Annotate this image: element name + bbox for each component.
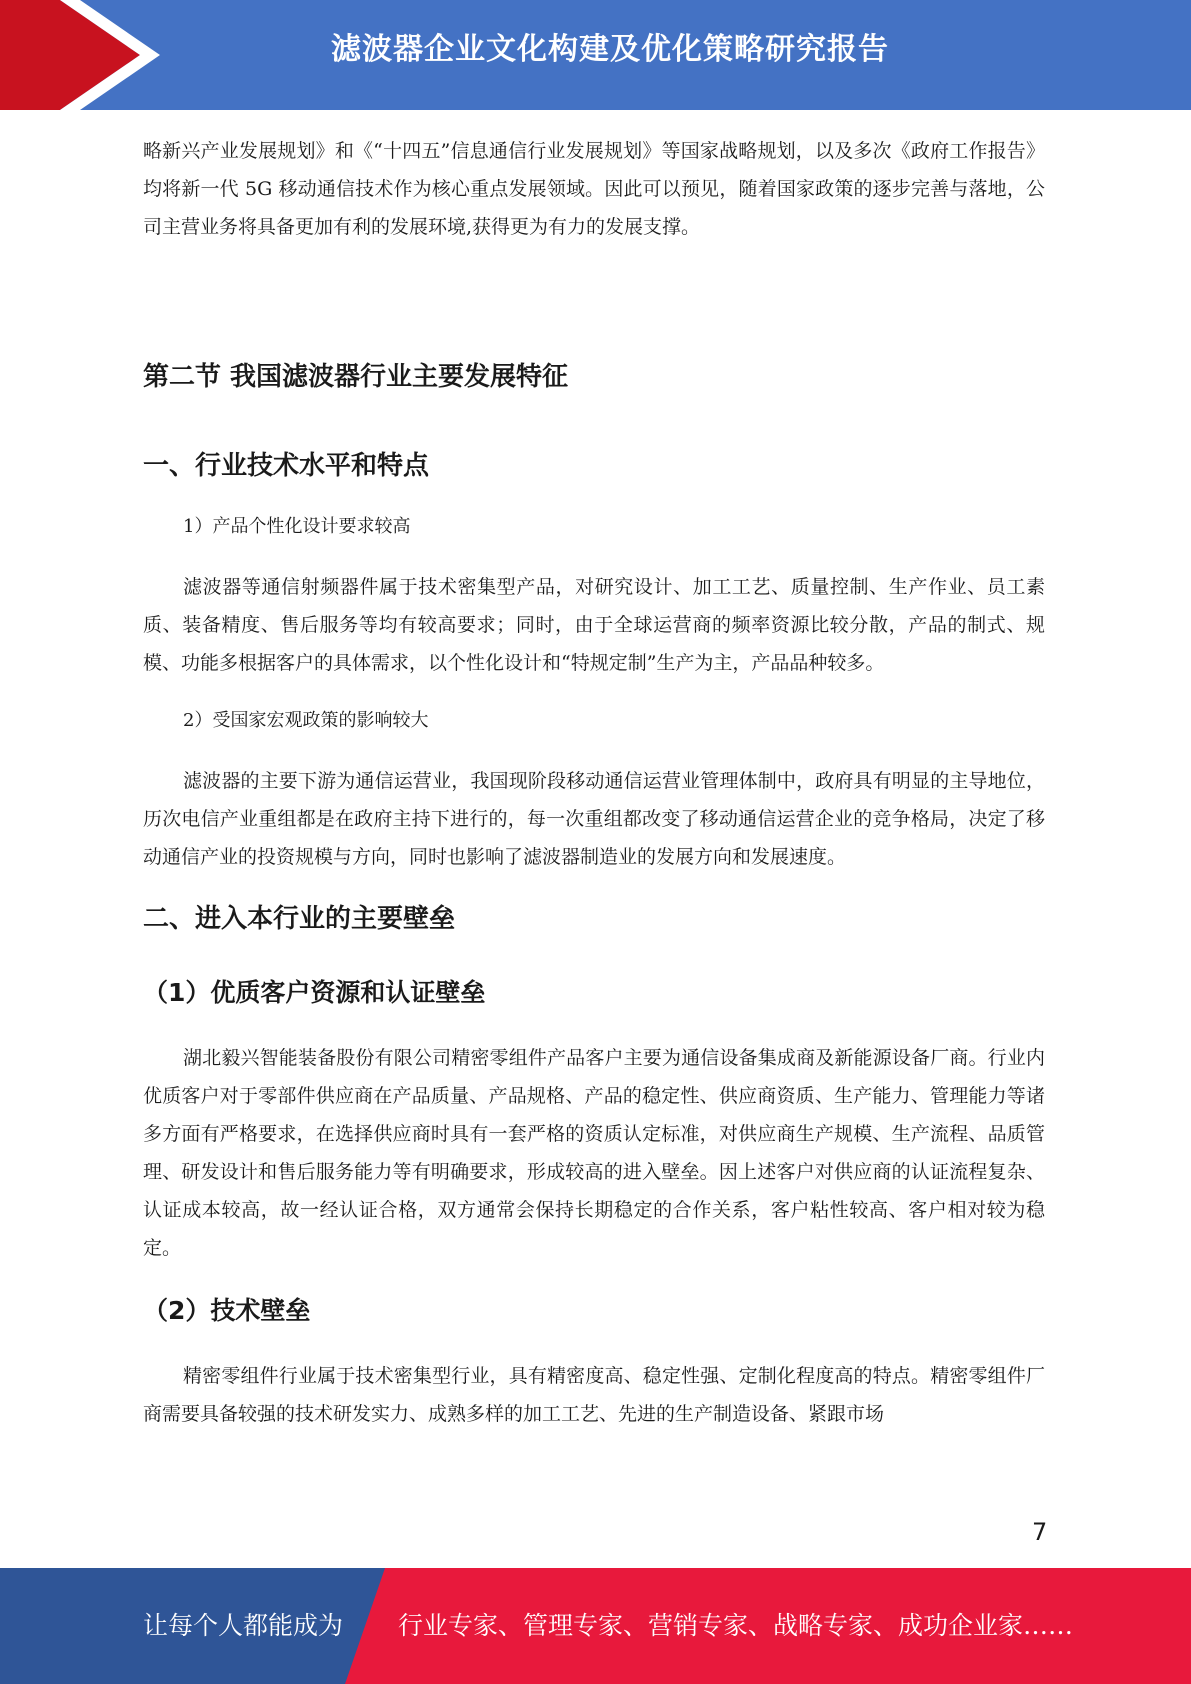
barrier-title-1: （1）优质客户资源和认证壁垒 (143, 978, 486, 1007)
barrier-paragraph-2: 精密零组件行业属于技术密集型行业，具有精密度高、稳定性强、定制化程度高的特点。精密零组件厂商需要具备较强的技术研发实力、成熟多样的加工工艺、先进的生产制造设备、紧跟市场 (143, 1365, 1045, 1425)
document-body (143, 132, 1045, 1433)
item-paragraph-2: 滤波器的主要下游为通信运营业，我国现阶段移动通信运营业管理体制中，政府具有明显的主导地位，历次电信产业重组都是在政府主持下进行的，每一次重组都改变了移动通信运营企业的竞争格局，决定了移动通信产业的投资规模与方向，同时也影响了滤波器制造业的发展方向和发展速度。 (143, 770, 1045, 868)
intro-paragraph: 略新兴产业发展规划》和《“十四五”信息通信行业发展规划》等国家战略规划，以及多次《政府工作报告》均将新一代 5G 移动通信技术作为核心重点发展领域。因此可以预见，随着国家政策的逐步完善与落地，公司主营业务将具备更加有利的发展环境,获得更为有力的发展支撑。 (143, 140, 1045, 238)
item-label-2: 2）受国家宏观政策的影响较大 (183, 710, 429, 731)
subsection-title-tech: 一、行业技术水平和特点 (143, 451, 430, 481)
item-paragraph-1: 滤波器等通信射频器件属于技术密集型产品，对研究设计、加工工艺、质量控制、生产作业、员工素质、装备精度、售后服务等均有较高要求；同时，由于全球运营商的频率资源比较分散，产品的制式、规模、功能多根据客户的具体需求，以个性化设计和“特规定制”生产为主，产品品种较多。 (143, 576, 1045, 674)
report-title: 滤波器企业文化构建及优化策略研究报告 (331, 32, 889, 67)
item-label-1: 1）产品个性化设计要求较高 (183, 516, 411, 537)
page-footer (0, 1568, 1191, 1684)
subsection-title-barriers: 二、进入本行业的主要壁垒 (143, 904, 456, 934)
barrier-title-2: （2）技术壁垒 (143, 1296, 311, 1325)
page-header (0, 0, 1191, 110)
footer-slogan-right: 行业专家、管理专家、营销专家、战略专家、成功企业家…… (398, 1611, 1074, 1640)
section-title: 第二节 我国滤波器行业主要发展特征 (143, 362, 569, 392)
page-number: 7 (1032, 1518, 1048, 1546)
footer-slogan-left: 让每个人都能成为 (143, 1611, 344, 1640)
barrier-paragraph-1: 湖北毅兴智能装备股份有限公司精密零组件产品客户主要为通信设备集成商及新能源设备厂商。行业内优质客户对于零部件供应商在产品质量、产品规格、产品的稳定性、供应商资质、生产能力、管理能力等诸多方面有严格要求，在选择供应商时具有一套严格的资质认定标准，对供应商生产规模、生产流程、品质管理、研发设计和售后服务能力等有明确要求，形成较高的进入壁垒。因上述客户对供应商的认证流程复杂、认证成本较高，故一经认证合格，双方通常会保持长期稳定的合作关系，客户粘性较高、客户相对较为稳定。 (143, 1047, 1045, 1259)
